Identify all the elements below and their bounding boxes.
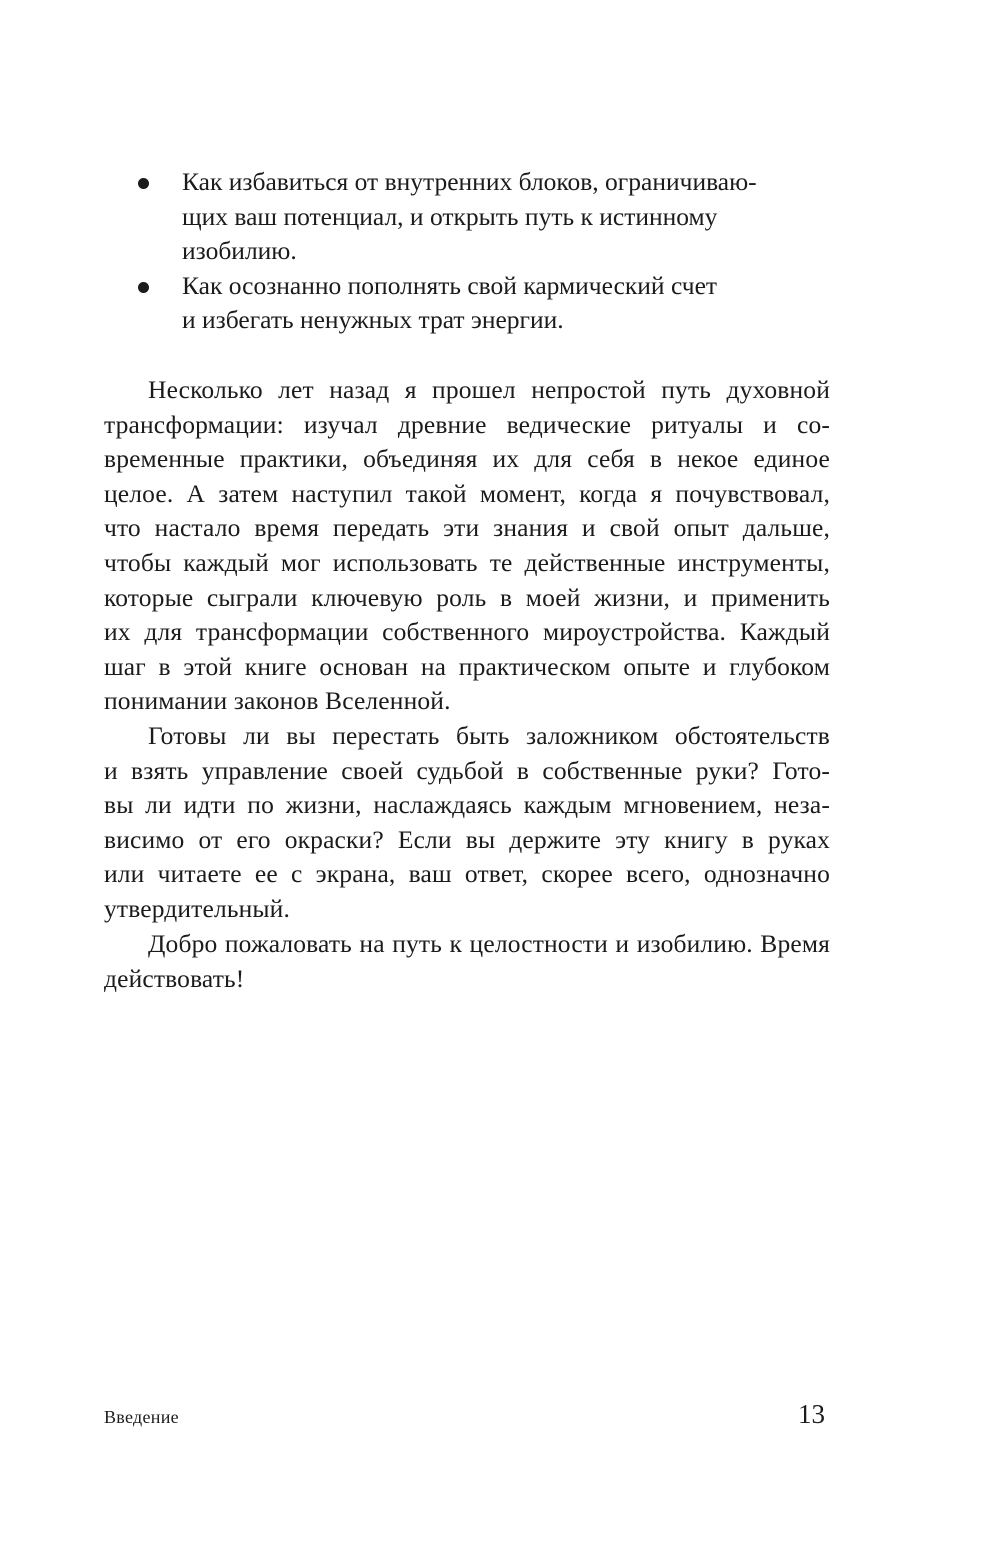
- paragraph-line: трансформации: изучал древние ведические ритуалы и со-: [104, 409, 830, 439]
- paragraph-line: Готовы ли вы перестать быть заложником обстоятельств: [148, 721, 830, 750]
- paragraph-line: вы ли идти по жизни, наслаждаясь каждым мгновением, неза-: [104, 790, 830, 820]
- bullet-dot-icon: [138, 282, 149, 293]
- bullet-item: [104, 269, 830, 338]
- paragraph-line: действовать!: [104, 963, 245, 993]
- bullet-line: Как избавиться от внутренних блоков, ограничиваю-: [182, 167, 757, 196]
- bullet-line: щих ваш потенциал, и открыть путь к истинному: [182, 201, 718, 231]
- paragraph-line: висимо от его окраски? Если вы держите эту книгу в руках: [104, 824, 830, 854]
- bullet-list: [104, 165, 830, 338]
- bullet-line: изобилию.: [182, 236, 297, 266]
- paragraph: [104, 373, 830, 719]
- running-footer-section: Введение: [104, 1407, 179, 1427]
- paragraph-line: которые сыграли ключевую роль в моей жизни, и применить: [104, 582, 830, 612]
- paragraph: [104, 719, 830, 927]
- paragraph-line: Добро пожаловать на путь к целостности и изобилию. Время: [148, 929, 830, 958]
- paragraph-line: или читаете ее с экрана, ваш ответ, скорее всего, однозначно: [104, 859, 830, 889]
- paragraph-line: чтобы каждый мог использовать те действенные инструменты,: [104, 547, 830, 577]
- paragraph-line: что настало время передать эти знания и свой опыт дальше,: [104, 513, 830, 543]
- paragraph-line: и взять управление своей судьбой в собственные руки? Гото-: [104, 755, 830, 785]
- bullet-line: и избегать ненужных трат энергии.: [182, 305, 564, 335]
- paragraph-line: шаг в этой книге основан на практическом опыте и глубоком: [104, 651, 830, 681]
- paragraph-line: понимании законов Вселенной.: [104, 686, 451, 716]
- bullet-item: [104, 165, 830, 269]
- paragraph-line: целое. А затем наступил такой момент, когда я почувствовал,: [104, 478, 830, 508]
- bullet-line: Как осознанно пополнять свой кармический счет: [182, 270, 718, 300]
- paragraph-line: Несколько лет назад я прошел непростой путь духовной: [148, 375, 830, 404]
- paragraph-line: утвердительный.: [104, 893, 291, 923]
- paragraph: [104, 927, 830, 996]
- page-number: 13: [798, 1399, 825, 1429]
- bullet-dot-icon: [138, 178, 149, 189]
- paragraph-line: временные практики, объединяя их для себя в некое единое: [104, 444, 830, 474]
- paragraph-line: их для трансформации собственного мироустройства. Каждый: [104, 617, 830, 647]
